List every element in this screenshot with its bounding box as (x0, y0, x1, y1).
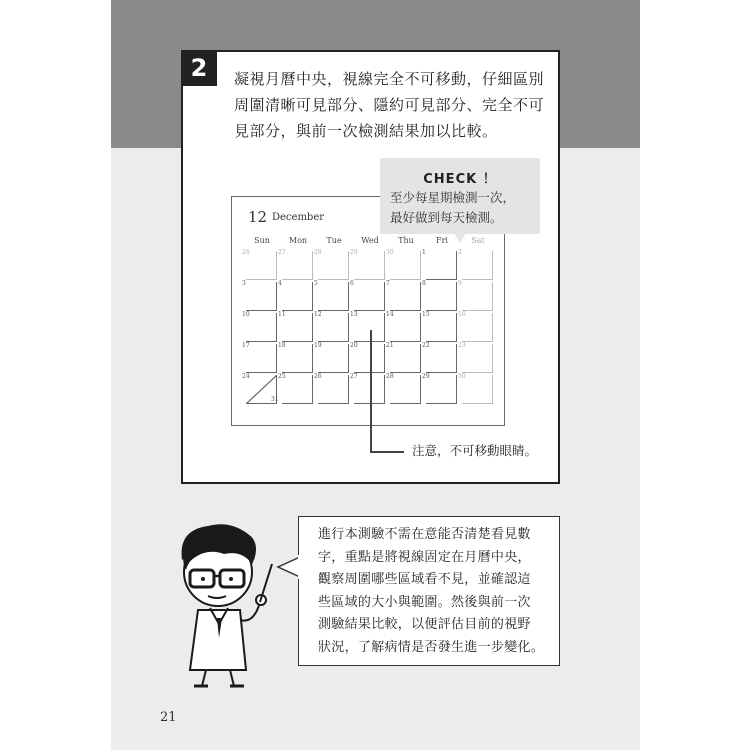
calendar-day-cell (278, 249, 313, 280)
calendar-day-number: 28 (314, 249, 322, 256)
calendar-day-number: 20 (350, 342, 358, 349)
calendar-day-number: 27 (350, 373, 358, 380)
calendar-month-number: 12 (248, 208, 268, 226)
calendar-day-cell (422, 342, 457, 373)
calendar-weekday-sat: Sat (471, 236, 485, 245)
calendar-day-cell (386, 249, 421, 280)
calendar-day-number: 8 (422, 280, 426, 287)
check-line: 至少每星期檢測一次， (390, 190, 516, 205)
calendar-day-cell (350, 280, 385, 311)
check-callout-tail (454, 233, 466, 243)
calendar-day-number: 27 (278, 249, 286, 256)
calendar-day-number: 12 (314, 311, 322, 318)
calendar-weekday-tue: Tue (326, 236, 342, 245)
instruction-line: 見部分，與前一次檢測結果加以比較。 (234, 122, 498, 140)
calendar-weekday-mon: Mon (288, 236, 308, 245)
bubble-line: 些區域的大小與範圍。然後與前一次 (318, 594, 531, 610)
calendar-day-number: 18 (278, 342, 286, 349)
speech-bubble-tail (276, 555, 302, 579)
calendar-day-number: 2 (458, 249, 462, 256)
calendar-day-number: 10 (242, 311, 250, 318)
calendar-day-cell (458, 280, 493, 311)
calendar-day-number: 31 (271, 396, 279, 403)
calendar-day-number: 23 (458, 342, 466, 349)
calendar-day-number: 14 (386, 311, 394, 318)
calendar-day-cell (278, 342, 313, 373)
calendar-day-cell (386, 342, 421, 373)
calendar-day-cell (242, 311, 277, 342)
calendar-day-number: 28 (386, 373, 394, 380)
check-line: 最好做到每天檢測。 (390, 210, 503, 225)
calendar-day-cell (314, 280, 349, 311)
calendar-day-cell (350, 249, 385, 280)
calendar-day-cell (242, 249, 277, 280)
calendar-day-number: 26 (314, 373, 322, 380)
calendar-day-number: 3 (242, 280, 246, 287)
calendar-day-number: 5 (314, 280, 318, 287)
calendar-day-number: 29 (350, 249, 358, 256)
calendar-day-cell (386, 311, 421, 342)
calendar-day-number: 26 (242, 249, 250, 256)
calendar-day-number: 19 (314, 342, 322, 349)
calendar-day-cell (458, 342, 493, 373)
calendar-day-number: 1 (422, 249, 426, 256)
calendar-day-cell (422, 249, 457, 280)
pointer-note: 注意，不可移動眼睛。 (412, 443, 538, 458)
calendar-weekday-wed: Wed (361, 236, 379, 245)
calendar-day-cell (278, 373, 313, 404)
calendar-day-number: 25 (278, 373, 286, 380)
bubble-line: 測驗結果比較，以便評估目前的視野 (318, 617, 531, 632)
calendar-weekday-sun: Sun (254, 236, 270, 245)
calendar-day-number: 29 (422, 373, 430, 380)
calendar-day-cell (422, 373, 457, 404)
calendar-day-number: 7 (386, 280, 390, 287)
calendar-day-cell (242, 280, 277, 311)
calendar-day-cell (422, 311, 457, 342)
bubble-line: 進行本測驗不需在意能否清楚看見數 (318, 527, 531, 542)
bubble-line: 字，重點是將視線固定在月曆中央， (318, 549, 531, 565)
calendar-day-cell (278, 280, 313, 311)
calendar-day-cell (314, 249, 349, 280)
calendar-day-number: 4 (278, 280, 282, 287)
step-instruction (234, 66, 544, 144)
calendar-day-number: 16 (458, 311, 466, 318)
calendar-day-number: 9 (458, 280, 462, 287)
speech-bubble-text (318, 524, 544, 659)
check-title: CHECK ！ (423, 172, 497, 187)
calendar-day-number: 30 (386, 249, 394, 256)
instruction-line: 周圍清晰可見部分、隱約可見部分、完全不可 (234, 96, 545, 114)
calendar-day-number: 22 (422, 342, 430, 349)
calendar-day-cell (314, 342, 349, 373)
instruction-line: 凝視月曆中央，視線完全不可移動，仔細區別 (234, 70, 545, 88)
calendar-day-number: 17 (242, 342, 250, 349)
doctor-illustration (168, 520, 286, 690)
calendar-day-cell (314, 373, 349, 404)
calendar-day-cell (278, 311, 313, 342)
calendar-day-cell (458, 311, 493, 342)
step-number-badge: 2 (181, 50, 217, 86)
calendar-day-number: 15 (422, 311, 430, 318)
page-number: 21 (160, 710, 177, 725)
bubble-line: 狀況，了解病情是否發生進一步變化。 (318, 639, 545, 655)
calendar-day-cell (386, 373, 421, 404)
calendar-day-number: 6 (350, 280, 354, 287)
calendar-day-cell (458, 249, 493, 280)
calendar-day-number: 24 (242, 373, 250, 380)
calendar-day-number: 11 (278, 311, 286, 318)
calendar-day-cell (314, 311, 349, 342)
calendar-day-cell (422, 280, 457, 311)
check-body (390, 188, 515, 228)
pointer-line-vertical (370, 330, 372, 452)
calendar-day-number: 13 (350, 311, 358, 318)
calendar-weekday-fri: Fri (436, 236, 448, 245)
calendar-weekday-thu: Thu (398, 236, 414, 245)
calendar-day-cell (386, 280, 421, 311)
calendar-day-number: 30 (458, 373, 466, 380)
calendar-day-cell (458, 373, 493, 404)
calendar-day-number: 21 (386, 342, 394, 349)
bubble-line: 觀察周圍哪些區域看不見，並確認這 (318, 572, 531, 587)
calendar-month-name: December (272, 212, 325, 223)
pointer-line-horizontal (370, 451, 404, 453)
calendar-day-cell (242, 342, 277, 373)
